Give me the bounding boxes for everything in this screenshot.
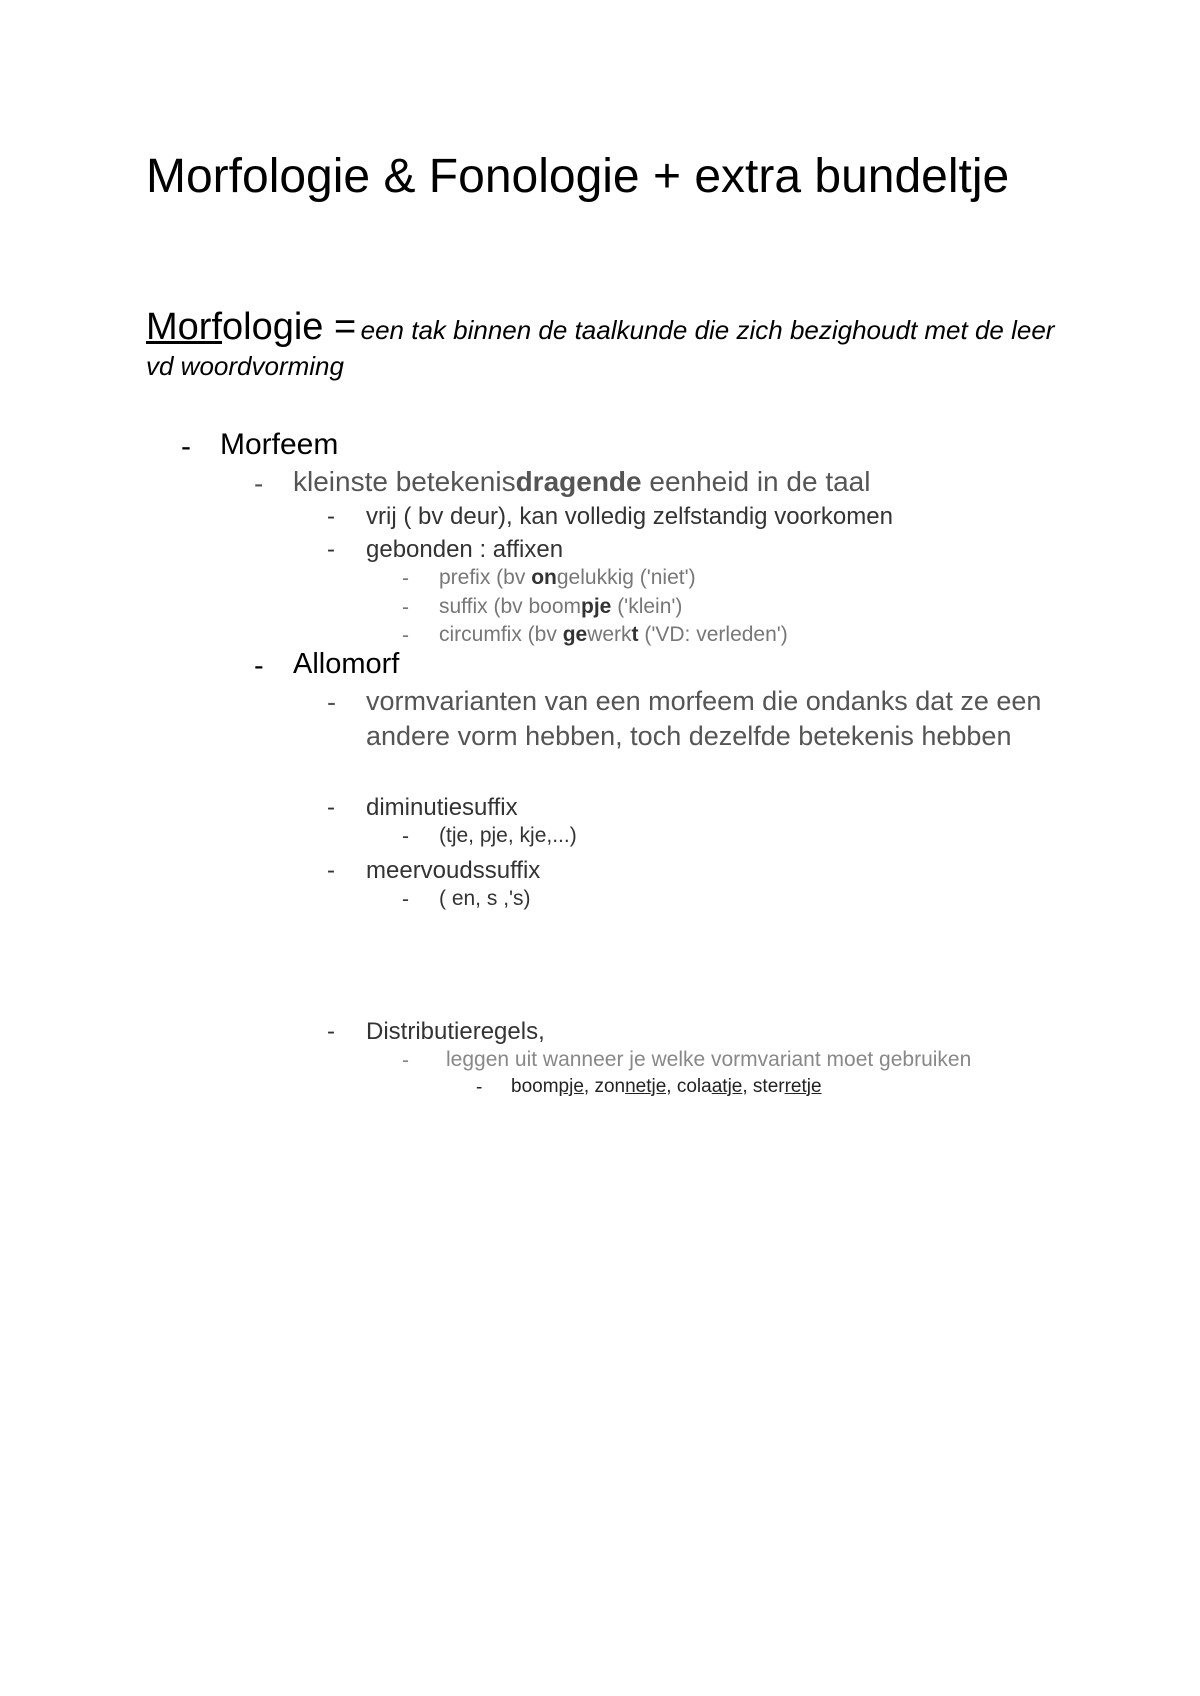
list-dash: -	[402, 825, 409, 848]
morfeem-heading: Morfeem	[220, 428, 339, 461]
list-dash: -	[327, 1018, 335, 1045]
morfeem-def-pre: kleinste betekenis	[293, 466, 516, 497]
distributie-examples	[511, 1076, 822, 1098]
distributieregels: Distributieregels,	[366, 1018, 545, 1045]
morfeem-def-post: eenheid in de taal	[641, 466, 871, 497]
suffix-pre: suffix (bv boom	[439, 595, 582, 618]
list-dash: -	[402, 624, 409, 647]
example-1-suffix: pje	[558, 1076, 584, 1097]
circumfix-mid: werk	[587, 623, 632, 646]
allomorf-definition: vormvarianten van een morfeem die ondanks dat ze een andere vorm hebben, toch dezelfde betekenis hebben	[366, 686, 1042, 751]
example-2-suffix: netje,	[625, 1076, 672, 1097]
suffix-example	[439, 595, 682, 619]
suffix-post: ('klein')	[611, 595, 683, 618]
circumfix-bold-1: ge	[562, 623, 588, 646]
list-dash: -	[254, 650, 264, 682]
definition-term-underlined: Morf	[146, 306, 222, 348]
gebonden-morfeem: gebonden : affixen	[366, 536, 564, 563]
list-dash: -	[327, 794, 335, 821]
example-2-stem: , zon	[583, 1076, 626, 1097]
vrij-morfeem: vrij ( bv deur), kan volledig zelfstandig voorkomen	[366, 503, 893, 530]
prefix-example	[439, 566, 696, 590]
circumfix-pre: circumfix (bv	[439, 623, 563, 646]
circumfix-example	[439, 623, 788, 647]
morfeem-definition	[293, 466, 870, 498]
list-dash: -	[476, 1077, 483, 1098]
morfeem-def-bold: dragende	[515, 466, 642, 497]
definition-text: een tak binnen de taalkunde die zich bezighoudt met de leer vd woordvorming	[146, 315, 1055, 381]
circumfix-post: ('VD: verleden')	[638, 623, 788, 646]
allomorf-heading: Allomorf	[293, 648, 400, 680]
list-dash: -	[402, 1049, 409, 1072]
example-3-stem: cola	[671, 1076, 712, 1097]
diminutiesuffix: diminutiesuffix	[366, 794, 518, 821]
list-dash: -	[327, 503, 335, 530]
list-dash: -	[402, 596, 409, 619]
document-title: Morfologie & Fonologie + extra bundeltje	[146, 150, 1010, 203]
list-dash: -	[402, 888, 409, 911]
prefix-pre: prefix (bv	[439, 566, 532, 589]
distributie-definition: leggen uit wanneer je welke vormvariant moet gebruiken	[446, 1048, 972, 1071]
list-dash: -	[327, 857, 335, 884]
diminutie-examples: (tje, pje, kje,...)	[439, 824, 577, 847]
definition-term	[146, 306, 356, 348]
list-dash: -	[181, 430, 191, 463]
list-dash: -	[254, 468, 264, 499]
list-dash: -	[327, 536, 335, 563]
prefix-bold: on	[531, 566, 557, 589]
example-3-suffix: atje	[711, 1076, 743, 1097]
example-4-stem: , ster	[742, 1076, 785, 1097]
list-dash: -	[327, 687, 336, 717]
morfologie-definition	[146, 306, 1066, 384]
meervoudssuffix: meervoudssuffix	[366, 857, 541, 884]
meervoud-examples: ( en, s ,'s)	[439, 887, 531, 910]
circumfix-bold-2: t	[631, 623, 639, 646]
example-4-suffix: retje	[784, 1076, 822, 1097]
example-1-stem: boom	[511, 1076, 559, 1097]
suffix-bold: pje	[581, 595, 612, 618]
definition-term-rest: ologie =	[222, 306, 357, 348]
list-dash: -	[402, 567, 409, 590]
prefix-post: gelukkig ('niet')	[556, 566, 696, 589]
